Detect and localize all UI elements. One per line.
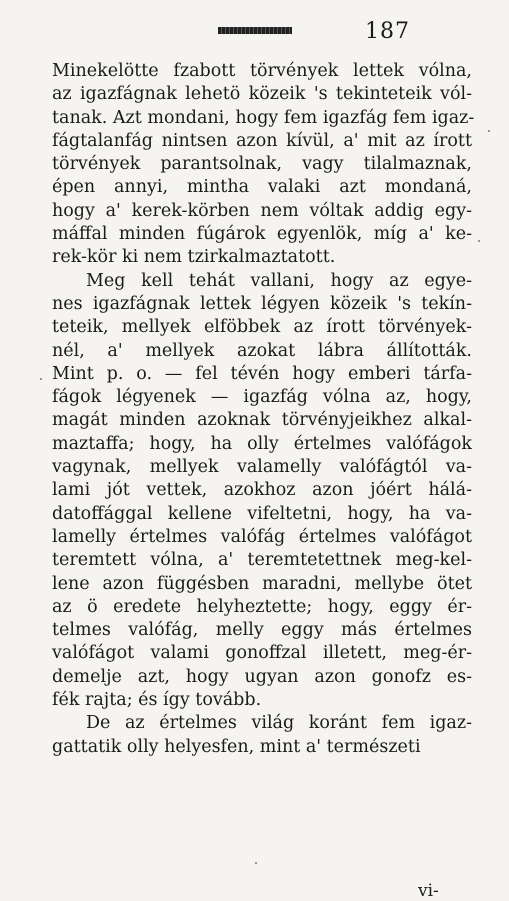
text-line: nél, a' mellyek azokat lábra állították. (52, 340, 472, 361)
text-line: gattatik olly helyesfen, mint a' természeti (52, 736, 421, 757)
text-line: lami jót vettek, azokhoz azon jóért hálá- (52, 480, 472, 501)
paragraph (52, 60, 475, 270)
header-ornament-rule (218, 27, 292, 34)
text-line: máffal minden fúgárok egyenlök, míg a' ke- (52, 224, 472, 245)
ink-speck (478, 240, 480, 242)
text-line: az igazfágnak lehetö közeik 's tekinteteik vól- (52, 84, 472, 105)
text-line: fágok légyenek — igazfág vólna az, hogy, (52, 387, 472, 408)
paragraph (52, 712, 472, 759)
text-line: rek-kör ki nem tzirkalmaztatott. (52, 247, 336, 268)
text-line: fágtalanfág nintsen azon kívül, a' mit az írott (52, 130, 472, 151)
text-line: demelje azt, hogy ugyan azon gonofz es- (52, 666, 472, 687)
ink-speck (255, 862, 257, 864)
text-line: lene azon függésben maradni, mellybe ötet (52, 573, 472, 594)
text-line: telmes valófág, melly eggy más értelmes (52, 620, 472, 641)
text-line: vagynak, mellyek valamelly valófágtól va- (52, 457, 472, 478)
text-line: nes igazfágnak lettek légyen közeik 's tekín- (52, 293, 472, 314)
text-line: lamelly értelmes valófág értelmes valófágot (52, 526, 472, 547)
text-line: tanak. Azt mondani, hogy fem igazfág fem igaz- (52, 107, 475, 128)
paragraph (52, 270, 472, 713)
ink-speck (488, 130, 490, 132)
ink-speck (40, 378, 42, 380)
text-line: teremtett vólna, a' teremtetettnek meg-kel- (52, 550, 472, 571)
catchword: vi- (418, 881, 439, 901)
text-line: De az értelmes világ koránt fem igaz- (86, 713, 472, 734)
text-line: fék rajta; és így tovább. (52, 690, 262, 711)
text-line: törvények parantsolnak, vagy tilalmaznak, (52, 154, 472, 175)
text-line: hogy a' kerek-körben nem vóltak addig egy- (52, 200, 472, 221)
text-line: Meg kell tehát vallani, hogy az egye- (86, 270, 472, 291)
text-line: épen annyi, mintha valaki azt mondaná, (52, 177, 472, 198)
text-line: maztaffa; hogy, ha olly értelmes valófágok (52, 433, 472, 454)
text-line: az ö eredete helyheztette; hogy, eggy ér- (52, 596, 472, 617)
text-line: Mint p. o. — fel tévén hogy emberi tárfa- (52, 363, 472, 384)
text-line: magát minden azoknak törvényjeikhez alkal- (52, 410, 472, 431)
text-line: teteik, mellyek elföbbek az írott törvények- (52, 317, 472, 338)
page-number: 187 (365, 19, 410, 44)
text-line: datoffággal kellene vifeltetni, hogy, ha va- (52, 503, 472, 524)
text-line: Minekelötte fzabott törvények lettek vólna, (52, 61, 472, 81)
text-body (52, 60, 475, 759)
text-line: valófágot valami gonoffzal illetett, meg-ér- (52, 643, 472, 664)
